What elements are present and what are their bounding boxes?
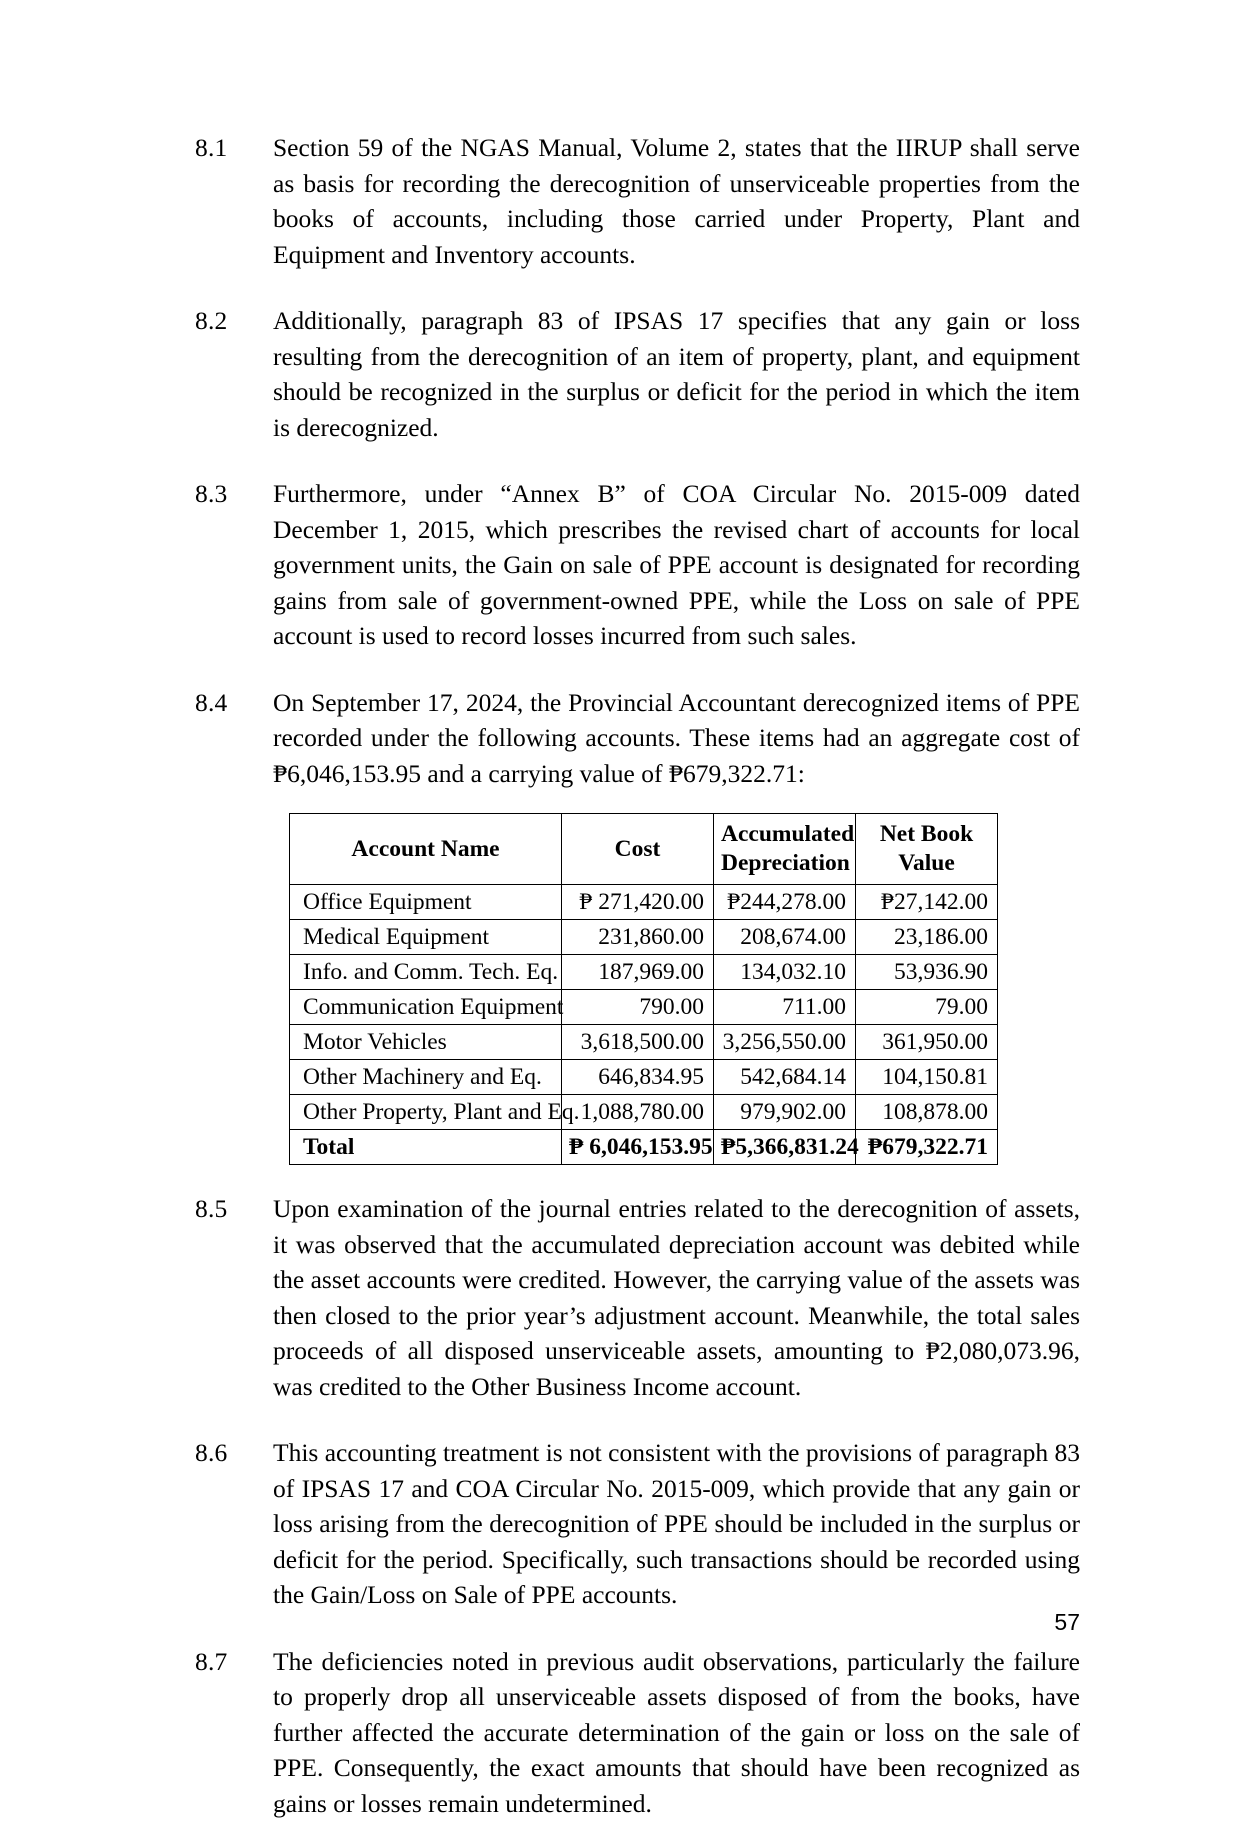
table-row: [290, 990, 998, 1025]
paragraph-text: Furthermore, under “Annex B” of COA Circular No. 2015-009 dated December 1, 2015, which prescribes the revised chart of accounts for local government units, the Gain on sale of PPE account is designated for recording gains from sale of government-owned PPE, while the Loss on sale of PPE account is used to record losses incurred from such sales.: [273, 476, 1080, 654]
paragraph-number: 8.6: [195, 1435, 273, 1471]
cell-account-name: Communication Equipment: [290, 990, 562, 1025]
cell-accumulated-depreciation: 542,684.14: [714, 1060, 856, 1095]
paragraph-text: Section 59 of the NGAS Manual, Volume 2, states that the IIRUP shall serve as basis for recording the derecognition of unserviceable properties from the books of accounts, including those carried under Property, Plant and Equipment and Inventory accounts.: [273, 130, 1080, 272]
cell-account-name: Other Machinery and Eq.: [290, 1060, 562, 1095]
paragraph-number: 8.1: [195, 130, 273, 166]
cell-accumulated-depreciation: 3,256,550.00: [714, 1025, 856, 1060]
cell-cost: 231,860.00: [562, 920, 714, 955]
table-row: [290, 1060, 998, 1095]
paragraph-number: 8.5: [195, 1191, 273, 1227]
table-row: [290, 920, 998, 955]
paragraph-8-5: [195, 1191, 1080, 1404]
cell-total-label: Total: [290, 1130, 562, 1165]
cell-net-book-value: 53,936.90: [856, 955, 998, 990]
table-header-row: [290, 814, 998, 885]
ppe-derecognition-table: [289, 813, 998, 1165]
table-row: [290, 885, 998, 920]
paragraph-number: 8.7: [195, 1644, 273, 1680]
cell-accumulated-depreciation: 134,032.10: [714, 955, 856, 990]
cell-account-name: Medical Equipment: [290, 920, 562, 955]
table-row: [290, 1095, 998, 1130]
cell-cost: 187,969.00: [562, 955, 714, 990]
table-row: [290, 1025, 998, 1060]
cell-accumulated-depreciation: 979,902.00: [714, 1095, 856, 1130]
paragraph-text: Upon examination of the journal entries related to the derecognition of assets, it was observed that the accumulated depreciation account was debited while the asset accounts were credited. However, the carrying value of the assets was then closed to the prior year’s adjustment account. Meanwhile, the total sales proceeds of all disposed unserviceable assets, amounting to ₱2,080,073.96, was credited to the Other Business Income account.: [273, 1191, 1080, 1404]
paragraph-8-6: [195, 1435, 1080, 1613]
paragraph-number: 8.2: [195, 303, 273, 339]
paragraph-text: Additionally, paragraph 83 of IPSAS 17 specifies that any gain or loss resulting from the derecognition of an item of property, plant, and equipment should be recognized in the surplus or deficit for the period in which the item is derecognized.: [273, 303, 1080, 445]
paragraph-8-4: [195, 685, 1080, 792]
cell-cost: 646,834.95: [562, 1060, 714, 1095]
cell-account-name: Info. and Comm. Tech. Eq.: [290, 955, 562, 990]
cell-accumulated-depreciation: 711.00: [714, 990, 856, 1025]
cell-total-accumulated-depreciation: ₱5,366,831.24: [714, 1130, 856, 1165]
paragraph-number: 8.4: [195, 685, 273, 721]
cell-net-book-value: 23,186.00: [856, 920, 998, 955]
column-header-net-book-value: Net Book Value: [856, 814, 998, 885]
cell-account-name: Motor Vehicles: [290, 1025, 562, 1060]
cell-net-book-value: ₱27,142.00: [856, 885, 998, 920]
cell-accumulated-depreciation: 208,674.00: [714, 920, 856, 955]
ppe-table-container: [195, 813, 1080, 1165]
column-header-account-name: Account Name: [290, 814, 562, 885]
table-total-row: [290, 1130, 998, 1165]
cell-net-book-value: 104,150.81: [856, 1060, 998, 1095]
paragraph-8-2: [195, 303, 1080, 445]
cell-cost: ₱ 271,420.00: [562, 885, 714, 920]
cell-accumulated-depreciation: ₱244,278.00: [714, 885, 856, 920]
cell-account-name: Other Property, Plant and Eq.: [290, 1095, 562, 1130]
column-header-accumulated-depreciation: Accumulated Depreciation: [714, 814, 856, 885]
paragraph-text: The deficiencies noted in previous audit observations, particularly the failure to properly drop all unserviceable assets disposed of from the books, have further affected the accurate determination of the gain or loss on the sale of PPE. Consequently, the exact amounts that should have been recognized as gains or losses remain undetermined.: [273, 1644, 1080, 1821]
cell-net-book-value: 108,878.00: [856, 1095, 998, 1130]
paragraph-text: On September 17, 2024, the Provincial Accountant derecognized items of PPE recorded under the following accounts. These items had an aggregate cost of ₱6,046,153.95 and a carrying value of ₱679,322.71:: [273, 685, 1080, 792]
cell-account-name: Office Equipment: [290, 885, 562, 920]
cell-cost: 1,088,780.00: [562, 1095, 714, 1130]
cell-cost: 3,618,500.00: [562, 1025, 714, 1060]
paragraph-8-3: [195, 476, 1080, 654]
cell-total-net-book-value: ₱679,322.71: [856, 1130, 998, 1165]
paragraph-number: 8.3: [195, 476, 273, 512]
cell-total-cost: ₱ 6,046,153.95: [562, 1130, 714, 1165]
cell-net-book-value: 361,950.00: [856, 1025, 998, 1060]
cell-cost: 790.00: [562, 990, 714, 1025]
column-header-cost: Cost: [562, 814, 714, 885]
paragraph-8-7: [195, 1644, 1080, 1821]
page-number: 57: [1054, 1611, 1080, 1634]
paragraph-8-1: [195, 130, 1080, 272]
cell-net-book-value: 79.00: [856, 990, 998, 1025]
table-row: [290, 955, 998, 990]
paragraph-text: This accounting treatment is not consistent with the provisions of paragraph 83 of IPSAS 17 and COA Circular No. 2015-009, which provide that any gain or loss arising from the derecognition of PPE should be included in the surplus or deficit for the period. Specifically, such transactions should be recorded using the Gain/Loss on Sale of PPE accounts.: [273, 1435, 1080, 1613]
